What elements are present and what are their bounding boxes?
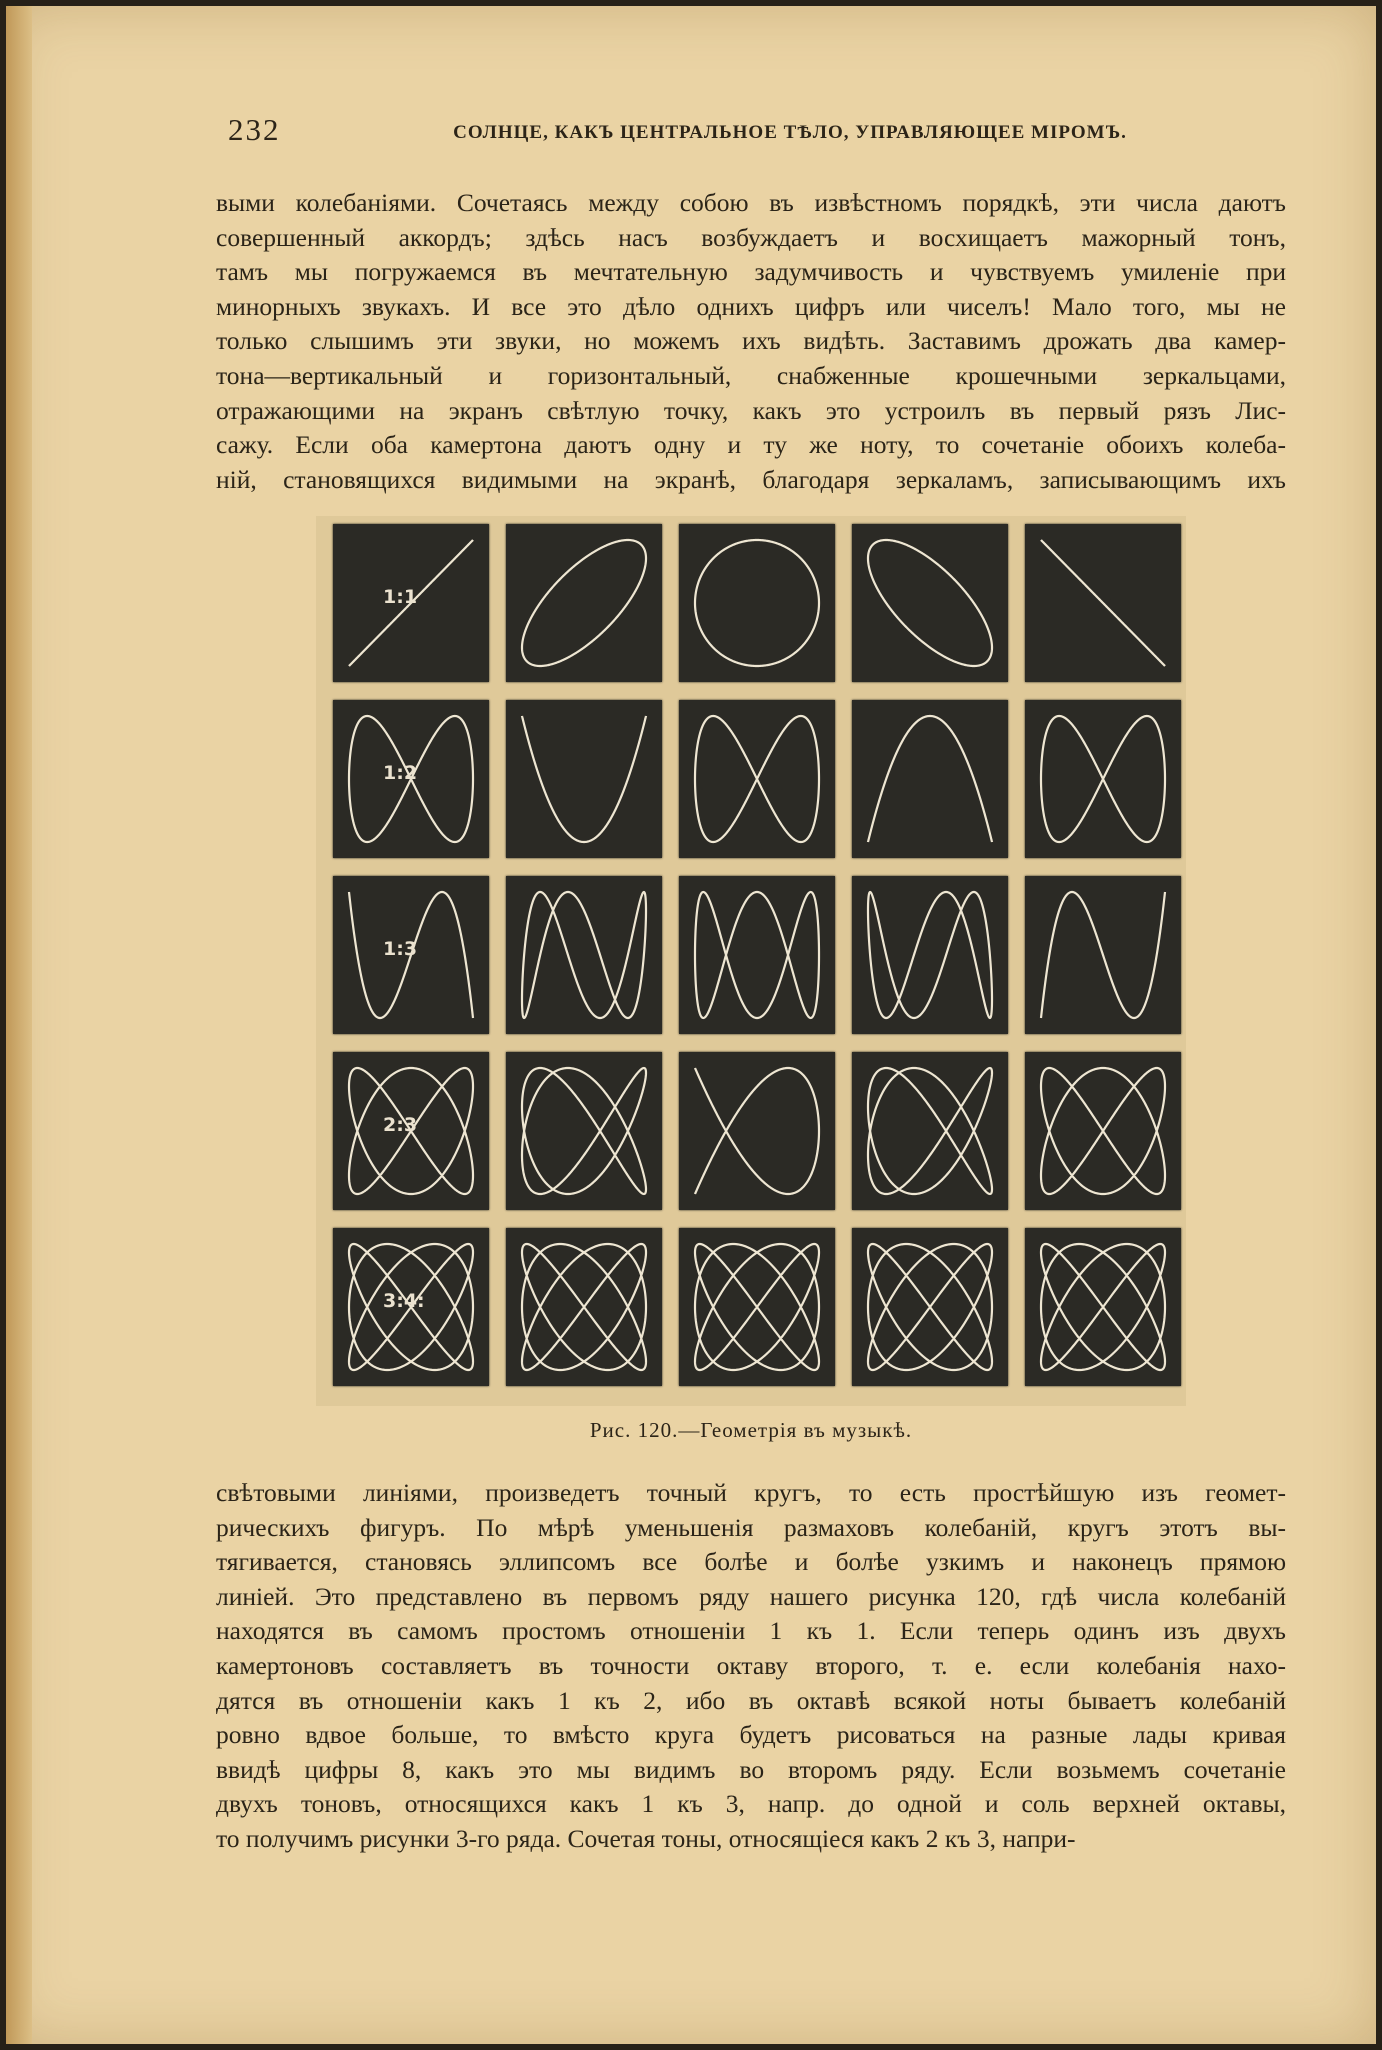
- lissajous-cell: [506, 700, 662, 858]
- lissajous-curve-canvas: [852, 876, 1008, 1034]
- lissajous-curve: [695, 1244, 819, 1370]
- text-line: рическихъ фигуръ. По мѣрѣ уменьшенія размаховъ колебаній, кругъ этотъ вы-: [216, 1512, 1286, 1542]
- lissajous-curve: [695, 540, 819, 666]
- text-line: отражающими на экранъ свѣтлую точку, какъ это устроилъ въ первый рязъ Лис-: [216, 395, 1286, 425]
- lissajous-curve-canvas: [679, 700, 835, 858]
- lissajous-curve: [522, 1244, 646, 1370]
- paragraph-bottom: [216, 1476, 1286, 1857]
- text-line: ній, становящихся видимыми на экранѣ, благодаря зеркаламъ, записывающимъ ихъ: [216, 464, 1286, 494]
- ratio-label: 1:2: [383, 762, 418, 784]
- lissajous-curve-canvas: [506, 524, 662, 682]
- ratio-label: 1:3: [383, 938, 418, 960]
- lissajous-cell: [852, 1228, 1008, 1386]
- lissajous-curve-canvas: [1025, 524, 1181, 682]
- lissajous-cell: [679, 700, 835, 858]
- text-line: тамъ мы погружаемся въ мечтательную задумчивость и чувствуемъ умиленіе при: [216, 257, 1286, 287]
- lissajous-cell: [506, 1052, 662, 1210]
- lissajous-curve: [868, 540, 992, 666]
- lissajous-curve: [868, 716, 992, 842]
- lissajous-cell: [1025, 700, 1181, 858]
- text-line: тягивается, становясь эллипсомъ все болѣе и болѣе узкимъ и наконецъ прямою: [216, 1547, 1286, 1577]
- lissajous-cell: [852, 524, 1008, 682]
- lissajous-cell: [679, 524, 835, 682]
- lissajous-curve-canvas: [506, 876, 662, 1034]
- text-line: то получимъ рисунки 3-го ряда. Сочетая тоны, относящіеся какъ 2 къ 3, напри-: [216, 1823, 1076, 1853]
- text-line: находятся въ самомъ простомъ отношеніи 1 къ 1. Если теперь одинъ изъ двухъ: [216, 1616, 1286, 1646]
- lissajous-curve: [695, 716, 819, 842]
- lissajous-cell: [506, 1228, 662, 1386]
- text-line: дятся въ отношеніи какъ 1 къ 2, ибо въ октавѣ всякой ноты бываетъ колебаній: [216, 1685, 1286, 1715]
- lissajous-curve: [522, 892, 646, 1018]
- lissajous-cell: [506, 524, 662, 682]
- lissajous-curve-canvas: [852, 524, 1008, 682]
- lissajous-curve-canvas: [506, 1228, 662, 1386]
- lissajous-curve: [522, 540, 646, 666]
- lissajous-cell: [679, 1052, 835, 1210]
- lissajous-curve: [695, 892, 819, 1018]
- lissajous-curve-canvas: [1025, 876, 1181, 1034]
- lissajous-curve-canvas: [506, 1052, 662, 1210]
- text-line: сажу. Если оба камертона даютъ одну и ту же ноту, то сочетаніе обоихъ колеба-: [216, 430, 1286, 460]
- text-line: ввидѣ цифры 8, какъ это мы видимъ во второмъ ряду. Если возьмемъ сочетаніе: [216, 1754, 1286, 1784]
- lissajous-curve-canvas: [679, 1052, 835, 1210]
- lissajous-curve: [1041, 1068, 1165, 1194]
- ratio-label: 1:1: [383, 586, 418, 608]
- text-line: тона—вертикальный и горизонтальный, снабженные крошечными зеркальцами,: [216, 360, 1286, 390]
- lissajous-curve-canvas: [852, 1228, 1008, 1386]
- lissajous-cell: [333, 1228, 489, 1386]
- text-line: совершенный аккордъ; здѣсь насъ возбуждаетъ и восхищаетъ мажорный тонъ,: [216, 222, 1286, 252]
- lissajous-curve-canvas: [1025, 700, 1181, 858]
- lissajous-figure: [316, 516, 1186, 1406]
- lissajous-cell: [506, 876, 662, 1034]
- lissajous-cell: [679, 876, 835, 1034]
- text-line: только слышимъ эти звуки, но можемъ ихъ видѣть. Заставимъ дрожать два камер-: [216, 326, 1286, 356]
- lissajous-cell: [852, 1052, 1008, 1210]
- page-spine: [6, 6, 32, 2044]
- ratio-label: 2:3: [383, 1114, 418, 1136]
- text-line: выми колебаніями. Сочетаясь между собою въ извѣстномъ порядкѣ, эти числа даютъ: [216, 188, 1286, 217]
- lissajous-curve: [868, 892, 992, 1018]
- lissajous-curve: [868, 1068, 992, 1194]
- book-page: [6, 6, 1376, 2044]
- lissajous-cell: [333, 1052, 489, 1210]
- text-line: минорныхъ звукахъ. И все это дѣло однихъ цифръ или чиселъ! Мало того, мы не: [216, 291, 1286, 321]
- lissajous-curve-canvas: [1025, 1052, 1181, 1210]
- lissajous-curve: [1041, 540, 1165, 666]
- lissajous-curve: [1041, 892, 1165, 1018]
- ratio-label: 3:4:: [383, 1290, 425, 1312]
- lissajous-cell: [333, 524, 489, 682]
- lissajous-curve-canvas: [679, 524, 835, 682]
- lissajous-curve: [695, 1068, 819, 1194]
- text-line: свѣтовыми линіями, произведетъ точный кругъ, то есть простѣйшую изъ геомет-: [216, 1478, 1286, 1507]
- lissajous-curve: [868, 1244, 992, 1370]
- text-line: линіей. Это представлено въ первомъ ряду нашего рисунка 120, гдѣ числа колебаній: [216, 1581, 1286, 1611]
- lissajous-curve-canvas: [852, 1052, 1008, 1210]
- page-header: [220, 112, 1290, 152]
- lissajous-curve-canvas: [1025, 1228, 1181, 1386]
- lissajous-curve-canvas: [679, 1228, 835, 1386]
- lissajous-cell: [1025, 1052, 1181, 1210]
- lissajous-cell: [1025, 876, 1181, 1034]
- lissajous-curve: [1041, 1244, 1165, 1370]
- lissajous-cell: [852, 700, 1008, 858]
- running-head: СОЛНЦЕ, КАКЪ ЦЕНТРАЛЬНОЕ ТѢЛО, УПРАВЛЯЮЩЕЕ МІРОМЪ.: [453, 122, 1127, 143]
- figure-caption: Рис. 120.—Геометрія въ музыкѣ.: [589, 1418, 913, 1442]
- lissajous-cell: [1025, 1228, 1181, 1386]
- lissajous-cell: [333, 700, 489, 858]
- lissajous-curve: [522, 1068, 646, 1194]
- text-line: двухъ тоновъ, относящихся какъ 1 къ 3, напр. до одной и соль верхней октавы,: [216, 1789, 1286, 1819]
- lissajous-cell: [1025, 524, 1181, 682]
- lissajous-cell: [333, 876, 489, 1034]
- lissajous-curve-canvas: [679, 876, 835, 1034]
- lissajous-cell: [852, 876, 1008, 1034]
- lissajous-curve: [1041, 716, 1165, 842]
- lissajous-curve-canvas: [506, 700, 662, 858]
- lissajous-curve: [522, 716, 646, 842]
- text-line: ровно вдвое больше, то вмѣсто круга будетъ рисоваться на разные лады кривая: [216, 1720, 1286, 1750]
- lissajous-cell: [679, 1228, 835, 1386]
- paragraph-top: [216, 186, 1286, 497]
- page-number: 232: [228, 112, 281, 147]
- text-line: камертоновъ составляетъ въ точности октаву второго, т. е. если колебанія нахо-: [216, 1650, 1286, 1680]
- lissajous-curve-canvas: [852, 700, 1008, 858]
